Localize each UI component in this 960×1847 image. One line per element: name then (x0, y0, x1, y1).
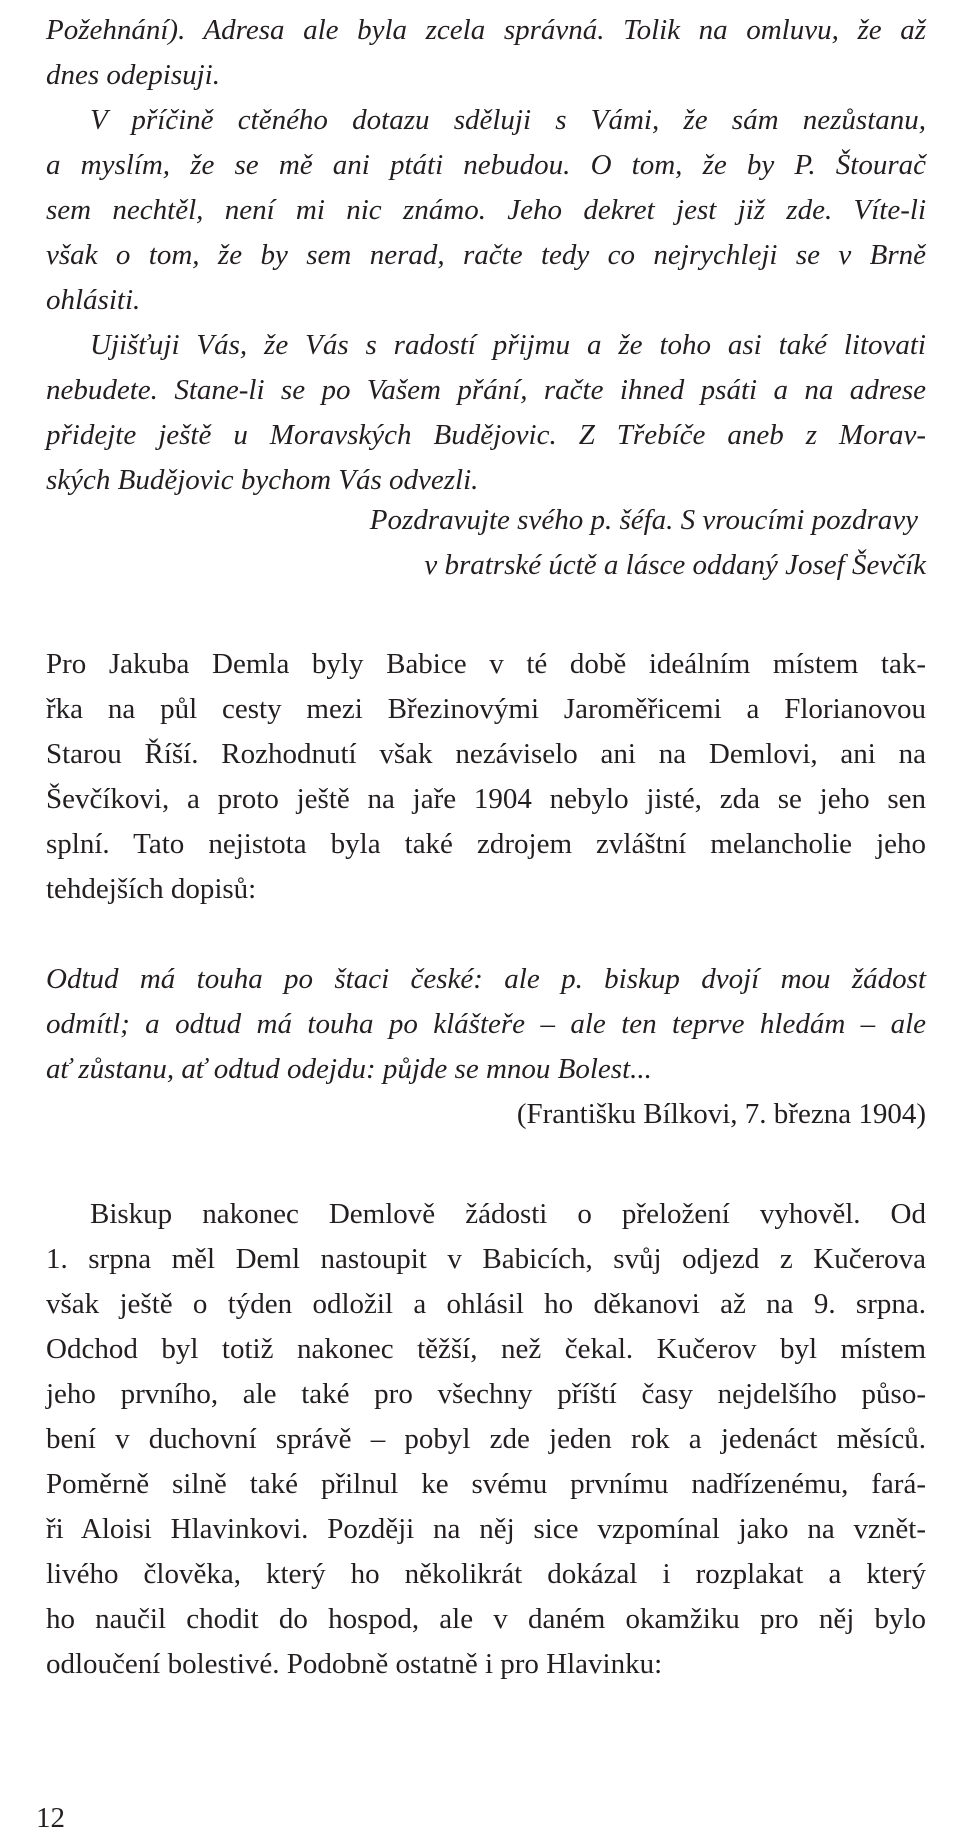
paragraph-line: splní. Tato nejistota byla také zdrojem zvláštní melancholie jeho (46, 828, 926, 860)
paragraph-line: však ještě o týden odložil a ohlásil ho děkanovi až na 9. srpna. (46, 1288, 926, 1320)
letter-line: sem nechtěl, není mi nic známo. Jeho dekret jest již zde. Víte-li (46, 194, 926, 226)
paragraph-line: bení v duchovní správě – pobyl zde jeden rok a jedenáct měsíců. (46, 1423, 926, 1455)
letter-closing (46, 498, 926, 588)
paragraph-line: Starou Říší. Rozhodnutí však nezáviselo ani na Demlovi, ani na (46, 738, 926, 770)
quote-citation: (Františku Bílkovi, 7. března 1904) (516, 1098, 926, 1130)
paragraph-line: odloučení bolestivé. Podobně ostatně i pro Hlavinku: (46, 1648, 663, 1680)
paragraph-line: Ševčíkovi, a proto ještě na jaře 1904 nebylo jisté, zda se jeho sen (46, 783, 926, 815)
letter-quote (46, 8, 926, 503)
letter-line: V příčině ctěného dotazu sděluji s Vámi, že sám nezůstanu, (90, 104, 926, 136)
paragraph-line: tehdejších dopisů: (46, 873, 257, 905)
letter-line: a myslím, že se mě ani ptáti nebudou. O tom, že by P. Štourač (46, 149, 926, 181)
quote-line: odmítl; a odtud má touha po klášteře – ale ten teprve hledám – ale (46, 1008, 926, 1040)
letter-line: nebudete. Stane-li se po Vašem přání, račte ihned psáti a na adrese (46, 374, 926, 406)
letter-line: Ujišťuji Vás, že Vás s radostí přijmu a že toho asi také litovati (90, 329, 926, 361)
paragraph-line: ři Aloisi Hlavinkovi. Později na něj sice vzpomínal jako na vznět- (46, 1513, 926, 1545)
letter-line: však o tom, že by sem nerad, račte tedy co nejrychleji se v Brně (46, 239, 926, 271)
paragraph-line: Biskup nakonec Demlově žádosti o přeložení vyhověl. Od (90, 1198, 926, 1230)
letter-line: Požehnání). Adresa ale byla zcela správná. Tolik na omluvu, že až (46, 14, 926, 46)
page-number: 12 (36, 1802, 65, 1834)
letter-line: dnes odepisuji. (46, 59, 220, 91)
paragraph-line: Poměrně silně také přilnul ke svému prvnímu nadřízenému, fará- (46, 1468, 926, 1500)
letter-line: ohlásiti. (46, 284, 141, 316)
body-paragraph-2 (46, 1192, 926, 1687)
paragraph-line: livého člověka, který ho několikrát dokázal i rozplakat a který (46, 1558, 926, 1590)
paragraph-line: Pro Jakuba Demla byly Babice v té době ideálním místem tak- (46, 648, 926, 680)
paragraph-line: 1. srpna měl Deml nastoupit v Babicích, svůj odjezd z Kučerova (46, 1243, 926, 1275)
paragraph-line: ho naučil chodit do hospod, ale v daném okamžiku pro něj bylo (46, 1603, 926, 1635)
paragraph-line: jeho prvního, ale také pro všechny příští časy nejdelšího půso- (46, 1378, 926, 1410)
letter-line: přidejte ještě u Moravských Budějovic. Z Třebíče aneb z Morav- (46, 419, 926, 451)
block-quote (46, 957, 926, 1137)
paragraph-line: řka na půl cesty mezi Březinovými Jaroměřicemi a Florianovou (46, 693, 926, 725)
closing-line-1: Pozdravujte svého p. šéfa. S vroucími pozdravy (369, 504, 918, 536)
quote-line: Odtud má touha po štaci české: ale p. biskup dvojí mou žádost (46, 963, 926, 995)
paragraph-line: Odchod byl totiž nakonec těžší, než čekal. Kučerov byl místem (46, 1333, 926, 1365)
body-paragraph-1 (46, 642, 926, 912)
closing-line-2: v bratrské úctě a lásce oddaný Josef Ševčík (424, 549, 926, 581)
letter-line: ských Budějovic bychom Vás odvezli. (46, 464, 479, 496)
quote-line: ať zůstanu, ať odtud odejdu: půjde se mnou Bolest... (46, 1053, 652, 1085)
